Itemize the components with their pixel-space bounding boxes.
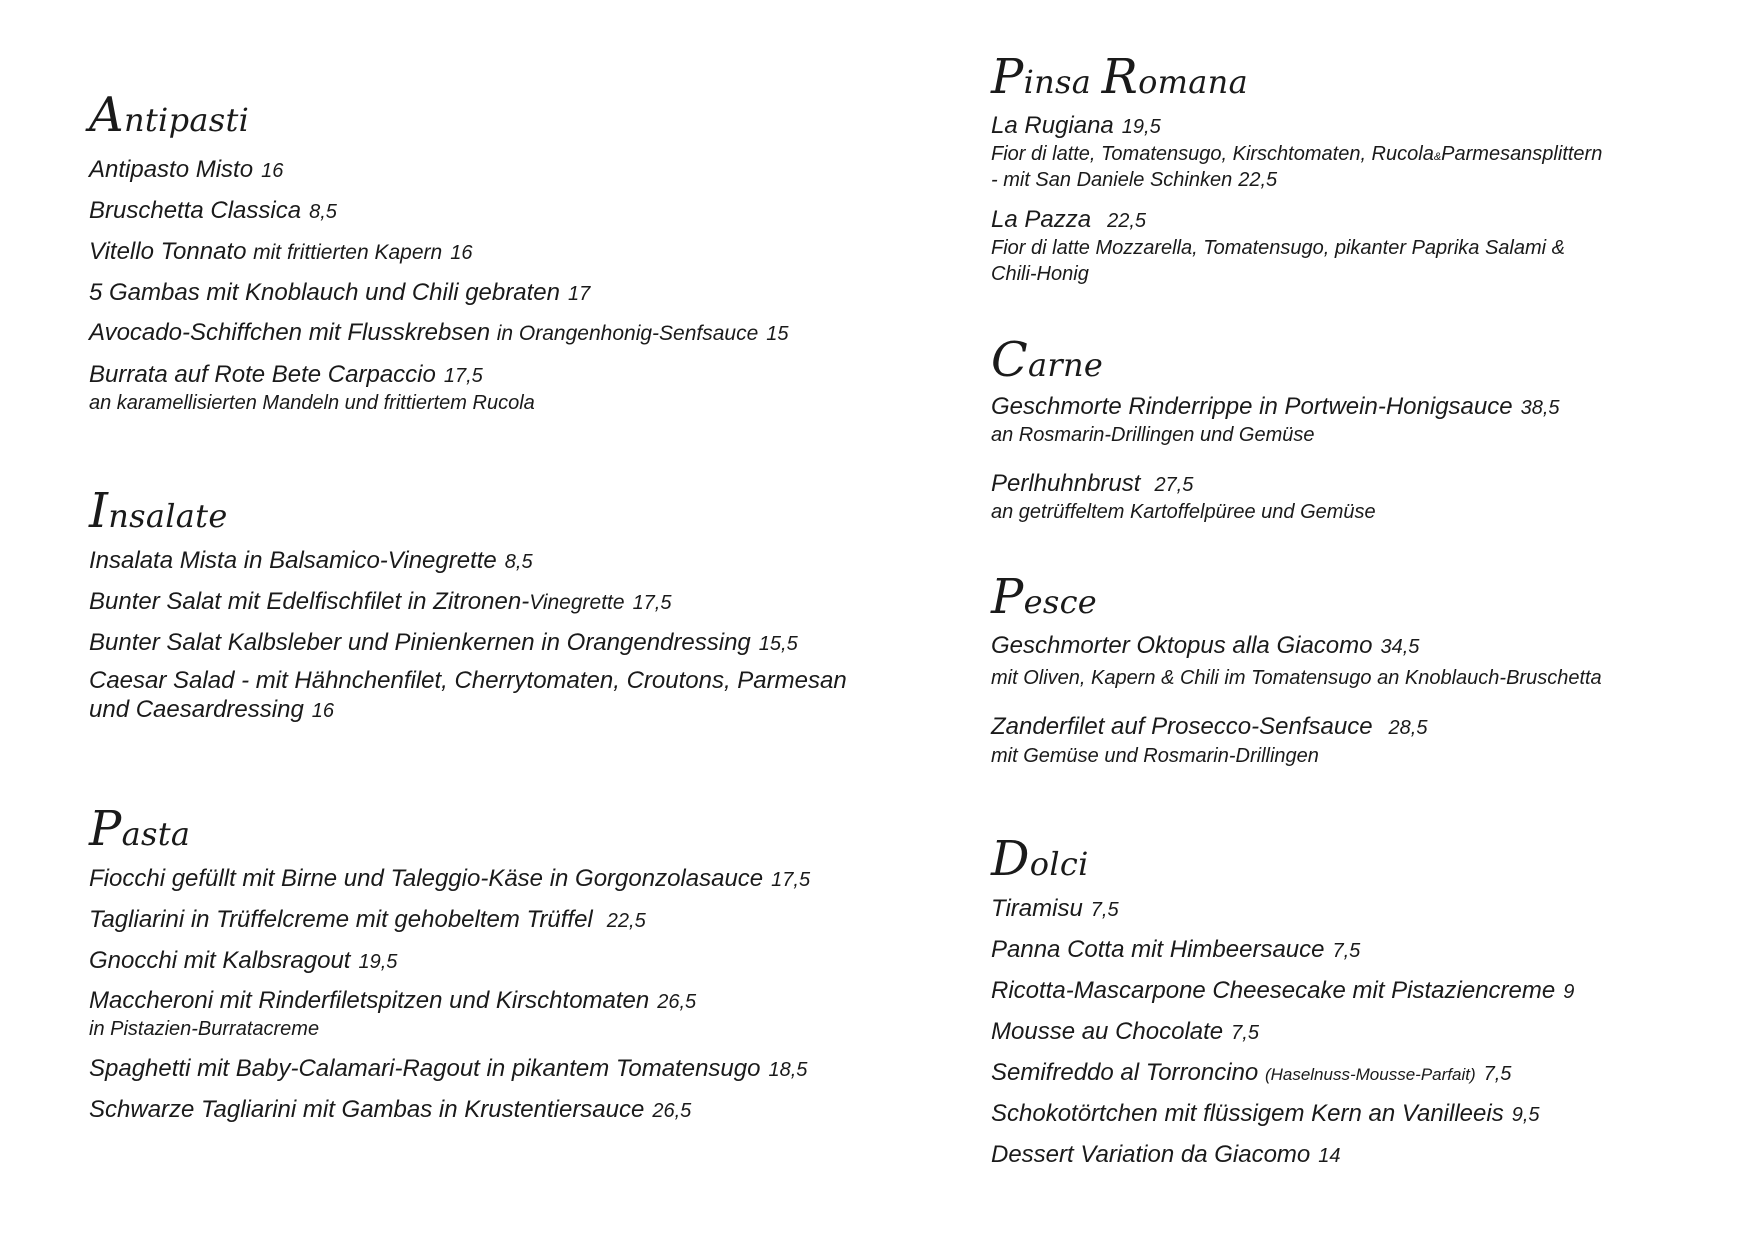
item-description: Chili-Honig <box>991 263 1089 285</box>
item-price: 7,5 <box>1332 940 1361 962</box>
item-price: 15 <box>766 323 789 345</box>
item-price: 14 <box>1318 1145 1341 1167</box>
menu-item <box>991 712 1427 743</box>
menu-item <box>89 986 696 1017</box>
menu-item <box>991 631 1419 662</box>
item-price: 26,5 <box>657 991 697 1013</box>
menu-item <box>89 628 798 659</box>
menu-item <box>89 1054 807 1085</box>
item-price: 8,5 <box>309 201 337 223</box>
item-description: mit Gemüse und Rosmarin-Drillingen <box>991 745 1319 767</box>
menu-item <box>991 205 1146 236</box>
item-name: 5 Gambas mit Knoblauch und Chili gebraten <box>89 279 560 306</box>
item-name: Fiocchi gefüllt mit Birne und Taleggio-Käse in Gorgonzolasauce <box>89 865 764 892</box>
item-price: 19,5 <box>1121 116 1161 138</box>
item-name: Schokotörtchen mit flüssigem Kern an Vanilleeis <box>991 1100 1504 1127</box>
menu-item <box>991 1140 1341 1171</box>
item-name: Antipasto Misto <box>89 156 254 183</box>
item-name: Gnocchi mit Kalbsragout <box>89 947 351 974</box>
item-price: 7,5 <box>1231 1022 1259 1044</box>
item-name: Ricotta-Mascarpone Cheesecake mit Pistaziencreme <box>991 977 1556 1004</box>
menu-item <box>89 905 646 936</box>
item-description: in Pistazien-Burratacreme <box>89 1018 320 1040</box>
menu-item <box>89 946 397 977</box>
item-price: 17 <box>567 283 591 305</box>
item-price: 16 <box>261 160 284 182</box>
item-price: 19,5 <box>358 951 398 973</box>
item-name: Geschmorte Rinderrippe in Portwein-Honigsauce <box>991 393 1513 420</box>
item-price: 22,5 <box>1238 169 1278 191</box>
section-heading-carne: Carne <box>991 332 1104 388</box>
menu-item <box>89 1095 691 1126</box>
menu-item <box>991 1017 1259 1048</box>
item-description: - mit San Daniele Schinken 22,5 <box>991 169 1278 191</box>
item-name: Caesar Salad - mit Hähnchenfilet, Cherrytomaten, Croutons, Parmesan <box>89 667 847 694</box>
menu-item <box>89 360 483 391</box>
item-price: 9 <box>1563 981 1575 1003</box>
item-description: Fior di latte, Tomatensugo, Kirschtomaten, Rucola&Parmesansplittern <box>991 143 1603 165</box>
menu-item <box>89 864 810 895</box>
item-description: Fior di latte Mozzarella, Tomatensugo, pikanter Paprika Salami & <box>991 237 1565 259</box>
item-name: Vitello Tonnato <box>89 238 247 265</box>
item-price: 34,5 <box>1380 636 1420 658</box>
item-name: Geschmorter Oktopus alla Giacomo <box>991 632 1373 659</box>
item-price: 7,5 <box>1090 899 1119 921</box>
item-extra: (Haselnuss-Mousse-Parfait) <box>1264 1065 1476 1084</box>
item-description: mit Oliven, Kapern & Chili im Tomatensugo an Knoblauch-Bruschetta <box>991 667 1602 689</box>
item-extra: in Orangenhonig-Senfsauce <box>496 322 759 345</box>
menu-item <box>89 318 789 349</box>
item-name: Dessert Variation da Giacomo <box>991 1141 1311 1168</box>
item-name: Schwarze Tagliarini mit Gambas in Krustentiersauce <box>89 1096 645 1123</box>
section-heading-pesce: Pesce <box>991 569 1098 625</box>
item-name: Semifreddo al Torroncino <box>991 1059 1259 1086</box>
menu-item <box>991 392 1560 423</box>
menu-item <box>991 976 1574 1007</box>
section-heading-insalate: Insalate <box>89 483 228 539</box>
section-heading-pinsa-romana: Pinsa Romana <box>991 49 1248 105</box>
section-heading-antipasti: Antipasti <box>89 87 250 143</box>
item-price: 7,5 <box>1483 1063 1512 1085</box>
item-name: Insalata Mista in Balsamico-Vinegrette <box>89 547 497 574</box>
item-price: 22,5 <box>606 910 646 932</box>
item-description: an Rosmarin-Drillingen und Gemüse <box>991 424 1315 446</box>
item-price: 15,5 <box>758 633 798 655</box>
menu-item <box>991 894 1119 925</box>
item-name: Avocado-Schiffchen mit Flusskrebsen <box>89 319 491 346</box>
item-name: Bunter Salat mit Edelfischfilet in Zitronen- <box>89 588 530 615</box>
menu-item <box>89 155 283 186</box>
item-name: Spaghetti mit Baby-Calamari-Ragout in pikantem Tomatensugo <box>89 1055 761 1082</box>
item-price: 16 <box>311 700 335 722</box>
menu-item-continued <box>89 695 334 726</box>
item-name: Tiramisu <box>991 895 1083 922</box>
item-name: Panna Cotta mit Himbeersauce <box>991 936 1325 963</box>
menu-item <box>89 587 672 618</box>
item-price: 18,5 <box>768 1059 808 1081</box>
item-name: Zanderfilet auf Prosecco-Senfsauce <box>991 713 1373 740</box>
menu-item <box>991 935 1360 966</box>
item-extra: mit frittierten Kapern <box>253 241 443 264</box>
item-price: 8,5 <box>504 551 533 573</box>
item-name: Bruschetta Classica <box>89 197 302 224</box>
menu-item <box>991 1099 1540 1130</box>
item-name: Burrata auf Rote Bete Carpaccio <box>89 361 436 388</box>
item-name: Perlhuhnbrust <box>991 470 1141 497</box>
item-price: 26,5 <box>652 1100 692 1122</box>
item-name: La Pazza <box>991 206 1092 233</box>
item-price: 38,5 <box>1520 397 1560 419</box>
menu-item <box>89 546 533 577</box>
item-price: 17,5 <box>632 592 672 614</box>
section-heading-dolci: Dolci <box>991 831 1089 887</box>
menu-item <box>991 469 1193 500</box>
item-extra: Vinegrette <box>529 591 625 614</box>
item-description: an getrüffeltem Kartoffelpüree und Gemüse <box>991 501 1376 523</box>
menu-item <box>991 111 1161 142</box>
item-price: 16 <box>450 242 473 264</box>
item-name: und Caesardressing <box>89 696 304 723</box>
item-name: La Rugiana <box>991 112 1114 139</box>
item-price: 9,5 <box>1511 1104 1540 1126</box>
item-name: Maccheroni mit Rinderfiletspitzen und Kirschtomaten <box>89 987 650 1014</box>
menu-item <box>89 666 847 696</box>
item-price: 28,5 <box>1388 717 1428 739</box>
item-name: Bunter Salat Kalbsleber und Pinienkernen in Orangendressing <box>89 629 751 656</box>
menu-item <box>89 278 590 309</box>
item-name: Tagliarini in Trüffelcreme mit gehobeltem Trüffel <box>89 906 593 933</box>
menu-item <box>89 196 337 227</box>
item-price: 22,5 <box>1107 210 1147 232</box>
menu-item <box>991 1058 1511 1090</box>
menu-item <box>89 237 472 268</box>
item-price: 17,5 <box>771 869 811 891</box>
section-heading-pasta: Pasta <box>89 801 191 857</box>
item-description: an karamellisierten Mandeln und frittiertem Rucola <box>89 392 535 414</box>
item-name: Mousse au Chocolate <box>991 1018 1224 1045</box>
item-price: 17,5 <box>443 365 483 387</box>
item-price: 27,5 <box>1154 474 1194 496</box>
